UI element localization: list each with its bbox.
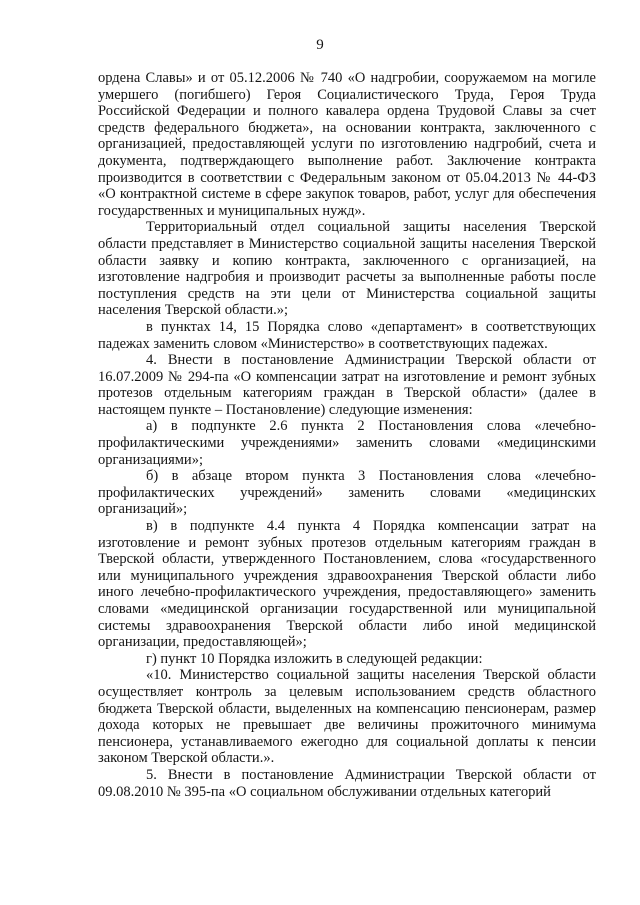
paragraph-item-4b: б) в абзаце втором пункта 3 Постановления слова «лечебно-профилактических учреждений» заменить словами «медицинских организаций»;: [98, 468, 596, 518]
document-body: [98, 70, 596, 800]
paragraph-territorial-department: Территориальный отдел социальной защиты населения Тверской области представляет в Министерство социальной защиты населения Тверской области заявку и копию контракта, заключенного с организацией, на изготовление надгробия и производит расчеты за выполненные работы после поступления средств на эти цели от Министерства социальной защиты населения Тверской области.»;: [98, 219, 596, 319]
paragraph-item-4v: в) в подпункте 4.4 пункта 4 Порядка компенсации затрат на изготовление и ремонт зубных протезов отдельным категориям граждан в Тверской области, утвержденного Постановлением, слова «государственного или муниципального учреждения здравоохранения Тверской области либо иного лечебно-профилактического учреждения, предоставляющего» заменить словами «медицинской организации государственной или муниципальной системы здравоохранения Тверской области либо иной медицинской организации, предоставляющей»;: [98, 518, 596, 651]
paragraph-item-4g: г) пункт 10 Порядка изложить в следующей редакции:: [146, 650, 483, 667]
paragraph-item-10-text: «10. Министерство социальной защиты населения Тверской области осуществляет контроль за целевым использованием средств областного бюджета Тверской области, выделенных на компенсацию пенсионерам, размер дохода которых не превышает две величины прожиточного минимума пенсионера, устанавливаемого ежегодно для социальной доплаты к пенсии законом Тверской области.».: [98, 667, 596, 767]
paragraph-item-4: 4. Внести в постановление Администрации Тверской области от 16.07.2009 № 294-па «О компенсации затрат на изготовление и ремонт зубных протезов отдельным категориям граждан в Тверской области» (далее в настоящем пункте – Постановление) следующие изменения:: [98, 352, 596, 418]
page-number: 9: [316, 37, 324, 53]
paragraph-continuation: ордена Славы» и от 05.12.2006 № 740 «О надгробии, сооружаемом на могиле умершего (погибшего) Героя Социалистического Труда, Героя Труда Российской Федерации и полного кавалера ордена Трудовой Славы за счет средств федерального бюджета», на основании контракта, заключенного с организацией, предоставляющей услуги по изготовлению надгробий, счета и документа, подтверждающего выполнение работ. Заключение контракта производится в соответствии с Федеральным законом от 05.04.2013 № 44-ФЗ «О контрактной системе в сфере закупок товаров, работ, услуг для обеспечения государственных и муниципальных нужд».: [98, 70, 596, 219]
paragraph-points-14-15: в пунктах 14, 15 Порядка слово «департамент» в соответствующих падежах заменить словом «Министерство» в соответствующих падежах.: [98, 318, 596, 352]
paragraph-item-4a: а) в подпункте 2.6 пункта 2 Постановления слова «лечебно-профилактическими учреждениями» заменить словами «медицинскими организациями»;: [98, 418, 596, 468]
paragraph-item-5: 5. Внести в постановление Администрации Тверской области от 09.08.2010 № 395-па «О социальном обслуживании отдельных категорий: [98, 766, 596, 800]
